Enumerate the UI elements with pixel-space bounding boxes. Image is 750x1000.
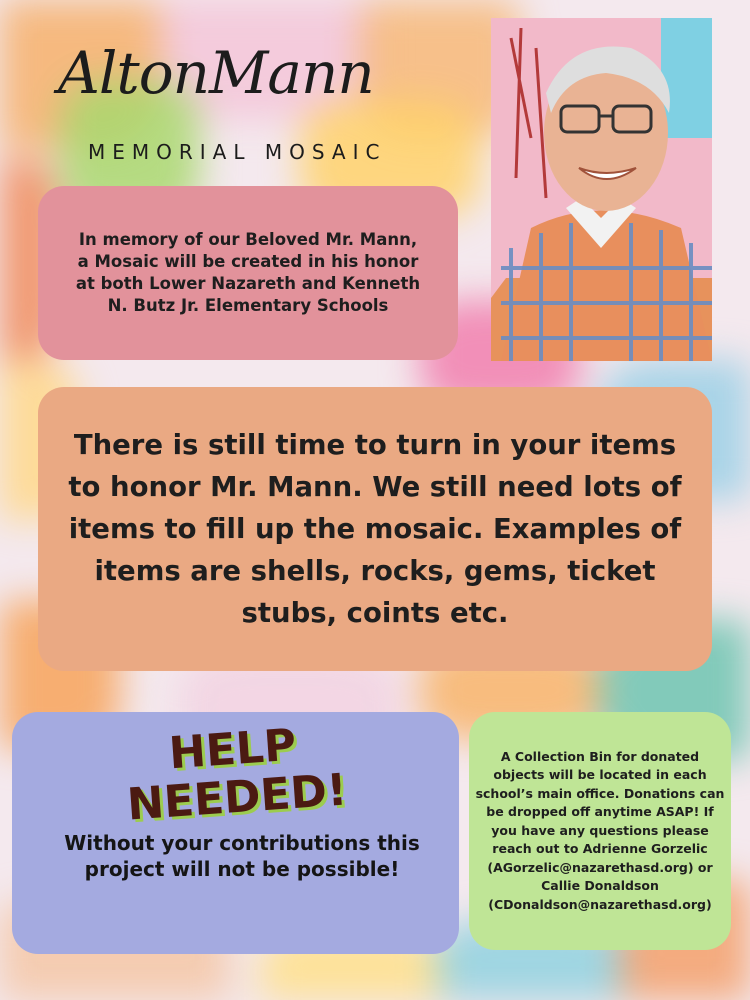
help-needed-title-line2: NEEDED! — [125, 764, 349, 831]
help-needed-text: Without your contributions this project will not be possible! — [64, 831, 420, 881]
portrait-photo — [491, 18, 712, 361]
logo-script-title: AltonMann — [58, 39, 374, 107]
collection-bin-text: A Collection Bin for donated objects will be located in each school’s main office. Donations can be dropped off anytime ASAP! If you have any questions please reach out to Adrienne Gorzelic (AGorzelic@nazarethasd.org) or Callie Donaldson (CDonaldson@nazarethasd.org) — [475, 748, 725, 912]
collection-bin-box — [469, 712, 731, 950]
items-request-text: There is still time to turn in your items to honor Mr. Mann. We still need lots of items to fill up the mosaic. Examples of items are shells, rocks, gems, ticket stubs, coints etc. — [68, 429, 682, 629]
help-needed-title-line1: HELP — [167, 719, 298, 780]
items-request-box — [38, 387, 712, 671]
help-needed-box — [12, 712, 459, 954]
page-subtitle: MEMORIAL MOSAIC — [88, 140, 387, 164]
memorial-description-text: In memory of our Beloved Mr. Mann, a Mosaic will be created in his honor at both Lower Nazareth and Kenneth N. Butz Jr. Elementary Schools — [75, 230, 421, 315]
help-needed-title — [107, 718, 427, 838]
memorial-description-box — [38, 186, 458, 360]
